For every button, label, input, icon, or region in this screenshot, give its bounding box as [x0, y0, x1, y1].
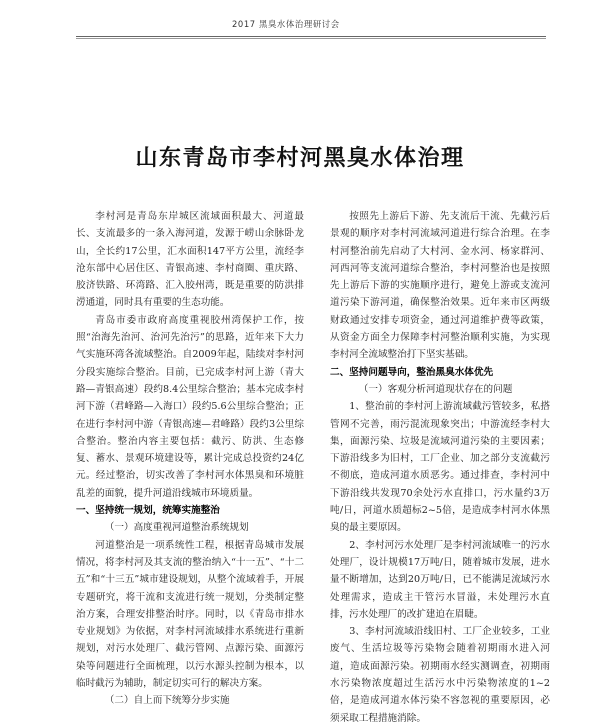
subsection-heading: （一）客观分析河道现状存在的问题 — [358, 383, 513, 395]
article-title: 山东青岛市李村河黑臭水体治理 — [135, 144, 465, 171]
right-column — [330, 208, 550, 727]
paragraph: 河道整治是一项系统性工程，根据青岛城市发展情况，将李村河及其支流的整治纳入“十一五”、“十二五”和“十三五”城市建设规划，从整个流域着手，开展专题研究，将干流和支流进行统一规划，分类制定整治方案，合理安排整治时序。同时，以《青岛市排水专业规划》为依据，对李村河流域排水系统进行重新规划，对污水处理厂、截污管网、点源污染、面源污染等问题进行全面梳理，以污水源头控制为根本，以临时截污为辅助，制定切实可行的解决方案。 — [76, 539, 304, 690]
left-column — [76, 208, 304, 710]
paragraph: 1、整治前的李村河上游流域截污管较多，私搭管网不完善，雨污混流现象突出；中游流经李村大集，面源污染、垃圾是流域河道污染的主要因素；下游沿线多为旧村，工厂企业、加之部分支流截污不彻底，造成河道水质恶劣。通过排查，李村河中下游沿线共发现70余处污水直排口，污水量约3万吨/日，河道水质超标2~5倍，是造成李村河水体黑臭的最主要原因。 — [330, 401, 550, 534]
paragraph: 青岛市委市政府高度重视胶州湾保护工作，按照“治海先治河、治河先治污”的思路，近年来下大力气实施环湾各流域整治。自2009年起，陆续对李村河分段实施综合整治。目前，已完成李村河上游（青大路—青银高速）段约8.4公里综合整治；基本完成李村河下游（君峰路—入海口）段约5.6公里综合整治；正在进行李村河中游（青银高速—君峰路）段约3公里综合整治。整治内容主要包括：截污、防洪、生态修复、蓄水、景观环境建设等，累计完成总投资约24亿元。经过整治，切实改善了李村河水体黑臭和环境脏乱差的面貌，提升河道沿线城市环境质量。 — [76, 314, 304, 499]
subsection-heading: （一）高度重视河道整治系统规划 — [104, 522, 249, 534]
subsection-heading: （二）自上而下统筹分步实施 — [104, 695, 230, 707]
running-header — [0, 18, 600, 32]
paragraph: 3、李村河流域沿线旧村、工厂企业较多，工业废气、生活垃圾等污染物会随着初期雨水进入河道，造成面源污染。初期雨水经实测调查，初期雨水污染物浓度超过生活污水中污染物浓度的1~2倍，是造成河道水体污染不容忽视的重要原因，必须采取工程措施消除。 — [330, 626, 550, 724]
paragraph: 李村河是青岛东岸城区流域面积最大、河道最长、支流最多的一条入海河道，发源于崂山余脉卧龙山，全长约17公里，汇水面积147平方公里，流经李沧东部中心居住区、青银高速、李村商圈、重庆路、胶济铁路、环湾路、汇入胶州湾，既是重要的防洪排涝通道，同时具有重要的生态功能。 — [76, 211, 304, 309]
paragraph: 按照先上游后下游、先支流后干流、先截污后景观的顺序对李村河流域河道进行综合治理。在李村河整治前先启动了大村河、金水河、杨家群河、河西河等支流河道综合整治，李村河整治也是按照先上游后下游的实施顺序进行，避免上游或支流河道污染下游河道，确保整治效果。近年来市区两级财政通过安排专项资金，通过河道维护费等政策，从资金方面全力保障李村河整治顺利实施，为实现李村河全流域整治打下坚实基础。 — [330, 211, 550, 361]
section-heading: 二、坚持问题导向，整治黑臭水体优先 — [330, 366, 494, 378]
header-rule-thin — [76, 38, 546, 39]
paragraph: 2、李村河污水处理厂是李村河流域唯一的污水处理厂，设计规模17万吨/日，随着城市发展，进水量不断增加，达到20万吨/日，已不能满足流域污水处理需求，造成主干管污水冒溢，未处理污水直排，污水处理厂的改扩建迫在眉睫。 — [330, 539, 550, 620]
running-header-title: 2017 黑臭水体治理研讨会 — [232, 19, 340, 29]
header-rule — [76, 36, 546, 37]
section-heading: 一、坚持统一规划，统筹实施整治 — [76, 505, 220, 517]
